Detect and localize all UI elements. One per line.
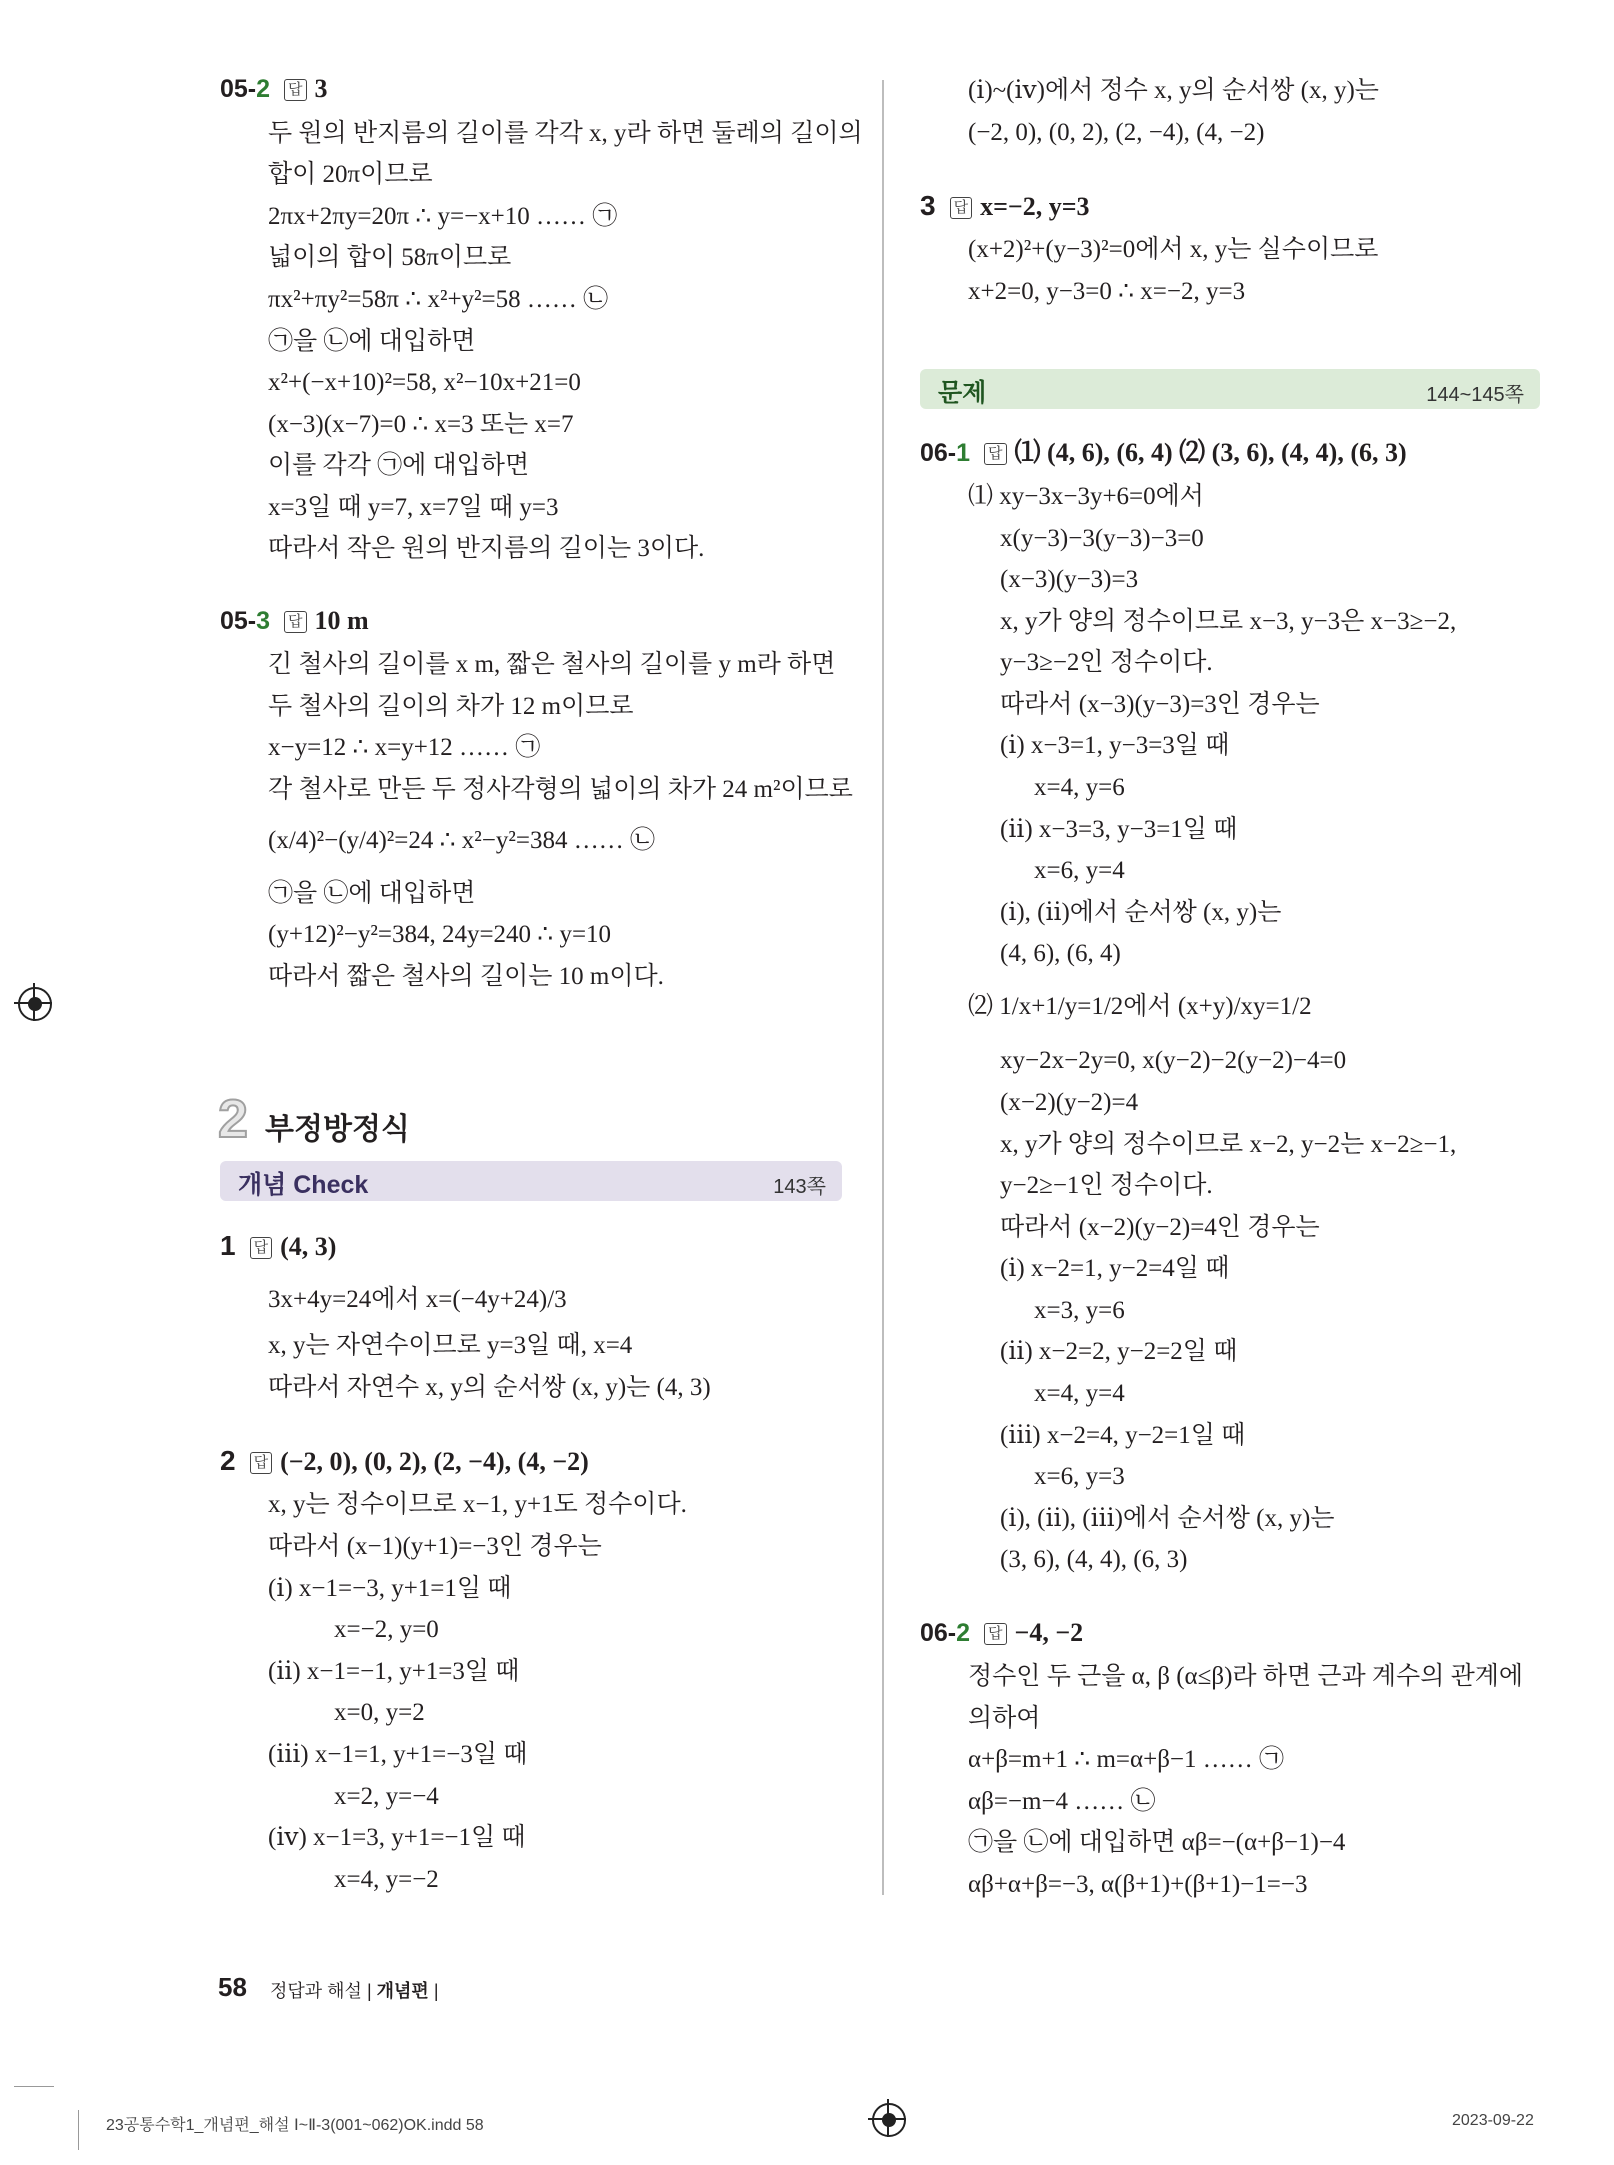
crop-mark xyxy=(14,2086,54,2087)
solution-line: (ⅰ), (ⅱ), (ⅲ)에서 순서쌍 (x, y)는 xyxy=(1000,1505,1335,1532)
solution-line: 따라서 짧은 철사의 길이는 10 m이다. xyxy=(268,963,664,990)
solution-line: (x/4)²−(y/4)²=24 ∴ x²−y²=384 …… ㉡ xyxy=(268,827,655,854)
item-number: 3 xyxy=(920,190,936,221)
solution-line: 3x+4y=24에서 x=(−4y+24)/3 xyxy=(268,1286,567,1313)
concept-check-page: 143쪽 xyxy=(773,1176,826,1198)
section-title: 부정방정식 xyxy=(265,1113,410,1146)
solution-line: (ⅰ) x−2=1, y−2=4일 때 xyxy=(1000,1255,1230,1282)
answer-badge: 답 xyxy=(284,79,307,101)
answer-badge: 답 xyxy=(950,197,973,219)
solution-line: 따라서 작은 원의 반지름의 길이는 3이다. xyxy=(268,535,705,562)
answer-value: (−2, 0), (0, 2), (2, −4), (4, −2) xyxy=(280,1447,589,1476)
column-divider xyxy=(882,80,884,1895)
problem-label xyxy=(920,1616,1083,1650)
solution-line: αβ=−m−4 …… ㉡ xyxy=(968,1788,1156,1815)
item-number: 2 xyxy=(220,1445,236,1476)
label-number: 1 xyxy=(956,439,971,467)
solution-line: x=3일 때 y=7, x=7일 때 y=3 xyxy=(268,494,559,521)
solution-line: x=0, y=2 xyxy=(334,1699,425,1726)
footer-text xyxy=(270,1977,439,2003)
solution-line: x, y는 자연수이므로 y=3일 때, x=4 xyxy=(268,1332,633,1359)
solution-line: x=4, y=4 xyxy=(1034,1380,1125,1407)
solution-line: (x−3)(y−3)=3 xyxy=(1000,566,1139,593)
solution-line: (ⅲ) x−1=1, y+1=−3일 때 xyxy=(268,1741,528,1768)
solution-line: (ⅲ) x−2=4, y−2=1일 때 xyxy=(1000,1422,1246,1449)
solution-line: 2πx+2πy=20π ∴ y=−x+10 …… ㉠ xyxy=(268,203,618,230)
label-prefix: 05- xyxy=(220,75,257,103)
footer-part: 개념편 xyxy=(376,1981,429,2001)
solution-line: ⑴ xy−3x−3y+6=0에서 xyxy=(968,483,1204,510)
answer-value: 3 xyxy=(314,74,328,103)
solution-line: (ⅰ)~(ⅳ)에서 정수 x, y의 순서쌍 (x, y)는 xyxy=(968,77,1379,104)
concept-check-bar xyxy=(220,1161,842,1201)
solution-line: (ⅱ) x−2=2, y−2=2일 때 xyxy=(1000,1338,1238,1365)
solution-line: x, y는 정수이므로 x−1, y+1도 정수이다. xyxy=(268,1491,687,1518)
solution-line: x+2=0, y−3=0 ∴ x=−2, y=3 xyxy=(968,278,1246,305)
solution-line: 각 철사로 만든 두 정사각형의 넓이의 차가 24 m²이므로 xyxy=(268,776,853,803)
solution-line: x²+(−x+10)²=58, x²−10x+21=0 xyxy=(268,369,581,396)
concept-item-number xyxy=(220,1444,589,1479)
answer-value: −4, −2 xyxy=(1014,1618,1084,1647)
slug-filename: 23공통수학1_개념편_해설 Ⅰ~Ⅱ-3(001~062)OK.indd 58 xyxy=(106,2117,484,2134)
solution-line: x(y−3)−3(y−3)−3=0 xyxy=(1000,525,1204,552)
solution-line: 정수인 두 근을 α, β (α≤β)라 하면 근과 계수의 관계에 xyxy=(968,1663,1524,1690)
footer-separator: | xyxy=(361,1981,377,2001)
solution-line: x, y가 양의 정수이므로 x−3, y−3은 x−3≥−2, xyxy=(1000,608,1457,635)
solution-line: 따라서 (x−1)(y+1)=−3인 경우는 xyxy=(268,1533,602,1560)
solution-line: (4, 6), (6, 4) xyxy=(1000,940,1121,967)
solution-line: x−y=12 ∴ x=y+12 …… ㉠ xyxy=(268,734,541,761)
solution-line: (ⅰ) x−3=1, y−3=3일 때 xyxy=(1000,732,1230,759)
solution-line: (ⅰ) x−1=−3, y+1=1일 때 xyxy=(268,1575,512,1602)
solution-line: 긴 철사의 길이를 x m, 짧은 철사의 길이를 y m라 하면 xyxy=(268,651,836,678)
problem-bar xyxy=(920,369,1540,409)
problem-title: 문제 xyxy=(938,379,987,407)
solution-line: (−2, 0), (0, 2), (2, −4), (4, −2) xyxy=(968,119,1265,146)
label-number: 2 xyxy=(256,75,271,103)
solution-line: (ⅱ) x−1=−1, y+1=3일 때 xyxy=(268,1658,520,1685)
solution-line: πx²+πy²=58π ∴ x²+y²=58 …… ㉡ xyxy=(268,286,609,313)
solution-line: 두 원의 반지름의 길이를 각각 x, y라 하면 둘레의 길이의 xyxy=(268,120,863,147)
section-number: 2 xyxy=(218,1089,249,1149)
registration-mark-icon xyxy=(872,2103,906,2137)
answer-value: (4, 3) xyxy=(280,1232,337,1261)
problem-label xyxy=(920,436,1407,470)
crop-mark xyxy=(78,2110,79,2150)
solution-line: ⑵ 1/x+1/y=1/2에서 (x+y)/xy=1/2 xyxy=(968,993,1312,1020)
solution-line: (x−3)(x−7)=0 ∴ x=3 또는 x=7 xyxy=(268,411,574,438)
answer-badge: 답 xyxy=(250,1452,273,1474)
solution-line: 따라서 (x−2)(y−2)=4인 경우는 xyxy=(1000,1214,1320,1241)
solution-line: y−3≥−2인 정수이다. xyxy=(1000,649,1213,676)
solution-line: (x+2)²+(y−3)²=0에서 x, y는 실수이므로 xyxy=(968,236,1379,263)
answer-value: ⑴ (4, 6), (6, 4) ⑵ (3, 6), (4, 4), (6, 3) xyxy=(1014,438,1407,467)
solution-line: α+β=m+1 ∴ m=α+β−1 …… ㉠ xyxy=(968,1746,1285,1773)
solution-line: 두 철사의 길이의 차가 12 m이므로 xyxy=(268,693,634,720)
registration-mark-icon xyxy=(18,987,52,1021)
problem-label xyxy=(220,72,328,106)
solution-line: (ⅳ) x−1=3, y+1=−1일 때 xyxy=(268,1824,526,1851)
solution-line: x=4, y=−2 xyxy=(334,1866,439,1893)
problem-page: 144~145쪽 xyxy=(1426,384,1524,406)
solution-line: 이를 각각 ㉠에 대입하면 xyxy=(268,452,530,479)
concept-item-number xyxy=(920,189,1090,224)
solution-line: ㉠을 ㉡에 대입하면 xyxy=(268,880,476,907)
problem-label xyxy=(220,604,369,638)
concept-check-title: 개념 Check xyxy=(238,1171,369,1199)
footer-book: 정답과 해설 xyxy=(270,1981,362,2001)
solution-line: (3, 6), (4, 4), (6, 3) xyxy=(1000,1546,1188,1573)
label-number: 2 xyxy=(956,1619,971,1647)
solution-line: ㉠을 ㉡에 대입하면 xyxy=(268,328,476,355)
solution-line: xy−2x−2y=0, x(y−2)−2(y−2)−4=0 xyxy=(1000,1047,1347,1074)
label-prefix: 06- xyxy=(920,1619,957,1647)
solution-line: 합이 20π이므로 xyxy=(268,161,433,188)
page-number: 58 xyxy=(218,1972,247,2002)
answer-badge: 답 xyxy=(984,1623,1007,1645)
answer-value: 10 m xyxy=(314,606,369,635)
solution-line: ㉠을 ㉡에 대입하면 αβ=−(α+β−1)−4 xyxy=(968,1829,1346,1856)
solution-line: y−2≥−1인 정수이다. xyxy=(1000,1172,1213,1199)
footer-end: | xyxy=(428,1981,439,2001)
solution-line: x=−2, y=0 xyxy=(334,1616,439,1643)
item-number: 1 xyxy=(220,1230,236,1261)
solution-line: x=2, y=−4 xyxy=(334,1783,439,1810)
concept-item-number xyxy=(220,1229,336,1264)
solution-line: x=4, y=6 xyxy=(1034,774,1125,801)
solution-line: x=6, y=4 xyxy=(1034,857,1125,884)
label-number: 3 xyxy=(256,607,271,635)
solution-line: 따라서 (x−3)(y−3)=3인 경우는 xyxy=(1000,691,1320,718)
answer-badge: 답 xyxy=(250,1237,273,1259)
solution-line: (y+12)²−y²=384, 24y=240 ∴ y=10 xyxy=(268,921,612,948)
solution-line: (ⅰ), (ⅱ)에서 순서쌍 (x, y)는 xyxy=(1000,899,1282,926)
solution-line: x=6, y=3 xyxy=(1034,1463,1125,1490)
solution-line: (ⅱ) x−3=3, y−3=1일 때 xyxy=(1000,816,1238,843)
answer-badge: 답 xyxy=(984,443,1007,465)
answer-value: x=−2, y=3 xyxy=(980,192,1090,221)
label-prefix: 06- xyxy=(920,439,957,467)
solution-line: 의하여 xyxy=(968,1705,1041,1732)
slug-date: 2023-09-22 xyxy=(1452,2112,1534,2129)
solution-line: αβ+α+β=−3, α(β+1)+(β+1)−1=−3 xyxy=(968,1871,1308,1898)
solution-line: x, y가 양의 정수이므로 x−2, y−2는 x−2≥−1, xyxy=(1000,1131,1457,1158)
solution-line: x=3, y=6 xyxy=(1034,1297,1125,1324)
label-prefix: 05- xyxy=(220,607,257,635)
answer-badge: 답 xyxy=(284,611,307,633)
solution-line: 따라서 자연수 x, y의 순서쌍 (x, y)는 (4, 3) xyxy=(268,1374,711,1401)
solution-line: 넓이의 합이 58π이므로 xyxy=(268,244,512,271)
solution-line: (x−2)(y−2)=4 xyxy=(1000,1089,1139,1116)
